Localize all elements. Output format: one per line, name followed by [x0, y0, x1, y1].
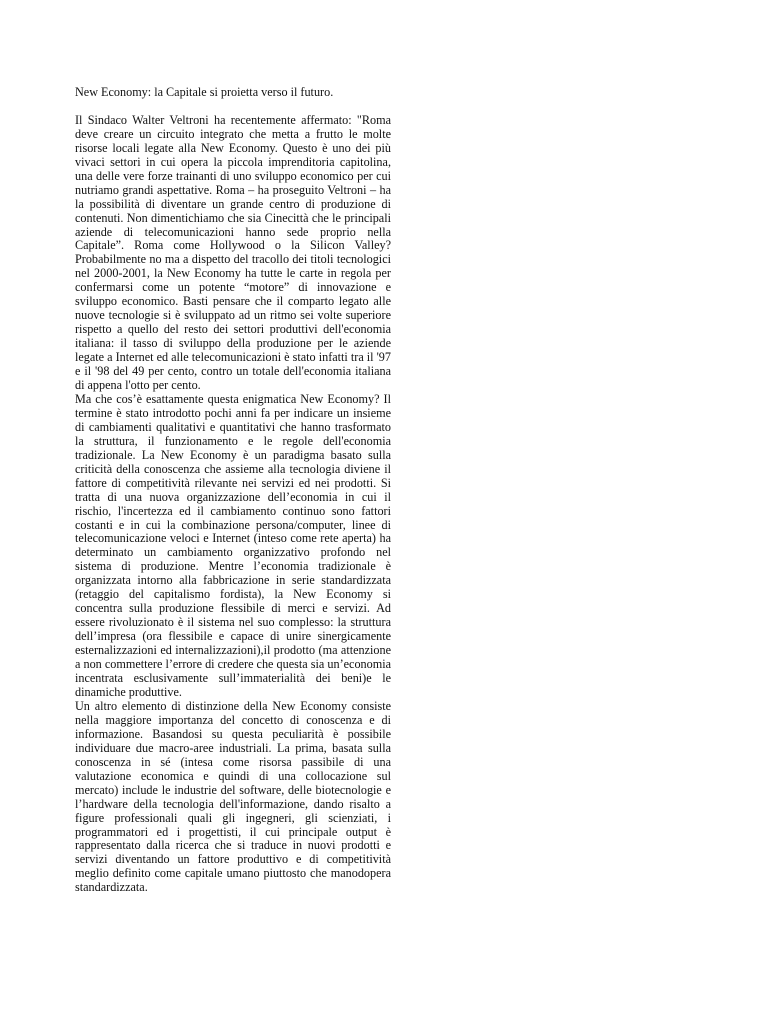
article-title: New Economy: la Capitale si proietta verso il futuro.	[75, 85, 334, 99]
paragraph-intro: Il Sindaco Walter Veltroni ha recentemente affermato: "Roma deve creare un circuito integrato che metta a frutto le molte risorse locali legate alla New Economy. Questo è uno dei più vivaci settori in cui opera la piccola imprenditoria capitolina, una delle vere forze trainanti di uno sviluppo economico per cui nutriamo grandi aspettative. Roma – ha proseguito Veltroni – ha la possibilità di diventare un grande centro di produzione di contenuti. Non dimentichiamo che sia Cinecittà che le principali aziende di telecomunicazioni hanno sede proprio nella Capitale”. Roma come Hollywood o la Silicon Valley? Probabilmente no ma a dispetto del tracollo dei titoli tecnologici nel 2000-2001, la New Economy ha tutte le carte in regola per confermarsi come un potente “motore” di innovazione e sviluppo economico. Basti pensare che il comparto legato alle nuove tecnologie si è sviluppato ad un ritmo sei volte superiore rispetto a quello del resto dei settori produttivi dell'economia italiana: il tasso di sviluppo della produzione per le aziende legate a Internet ed alle telecomunicazioni è stato infatti tra il '97 e il '98 del 49 per cento, contro un totale dell'economia italiana di appena l'otto per cento.	[75, 112, 391, 392]
article-body	[75, 86, 391, 895]
paragraph-knowledge: Un altro elemento di distinzione della New Economy consiste nella maggiore importanza del concetto di conoscenza e di informazione. Basandosi su questa peculiarità è possibile individuare due macro-aree industriali. La prima, basata sulla conoscenza in sé (intesa come risorsa passibile di una valutazione economica e quindi di una collocazione sul mercato) include le industrie del software, delle biotecnologie e l’hardware della tecnologia dell'informazione, dando risalto a figure professionali quali gli ingegneri, gli scienziati, i programmatori ed i progettisti, il cui principale output è rappresentato dalla ricerca che si traduce in nuovi prodotti e servizi diventando un fattore produttivo e di competitività meglio definito come capitale umano piuttosto che manodopera standardizzata.	[75, 698, 391, 895]
paragraph-definition: Ma che cos’è esattamente questa enigmatica New Economy? Il termine è stato introdotto pochi anni fa per indicare un insieme di cambiamenti qualitativi e quantitativi che hanno trasformato la struttura, il funzionamento e le regole dell'economia tradizionale. La New Economy è un paradigma basato sulla criticità della conoscenza che assieme alla tecnologia diviene il fattore di competitività rilevante nei servizi ed nei prodotti. Si tratta di una nuova organizzazione dell’economia in cui il rischio, l'incertezza ed il cambiamento continuo sono fattori costanti e in cui la combinazione persona/computer, linee di telecomunicazione veloci e Internet (inteso come rete aperta) ha determinato un cambiamento organizzativo profondo nel sistema di produzione. Mentre l’economia tradizionale è organizzata intorno alla fabbricazione in serie standardizzata (retaggio del capitalismo fordista), la New Economy si concentra sulla produzione flessibile di merci e servizi. Ad essere rivoluzionato è il sistema nel suo complesso: la struttura dell’impresa (ora flessibile e capace di unire sinergicamente esternalizzazioni ed internalizzazioni),il prodotto (ma attenzione a non commettere l’errore di credere che questa sia un’economia incentrata esclusivamente sull’immaterialità dei beni)e le dinamiche produttive.	[75, 391, 391, 699]
title-spacer	[75, 100, 391, 114]
